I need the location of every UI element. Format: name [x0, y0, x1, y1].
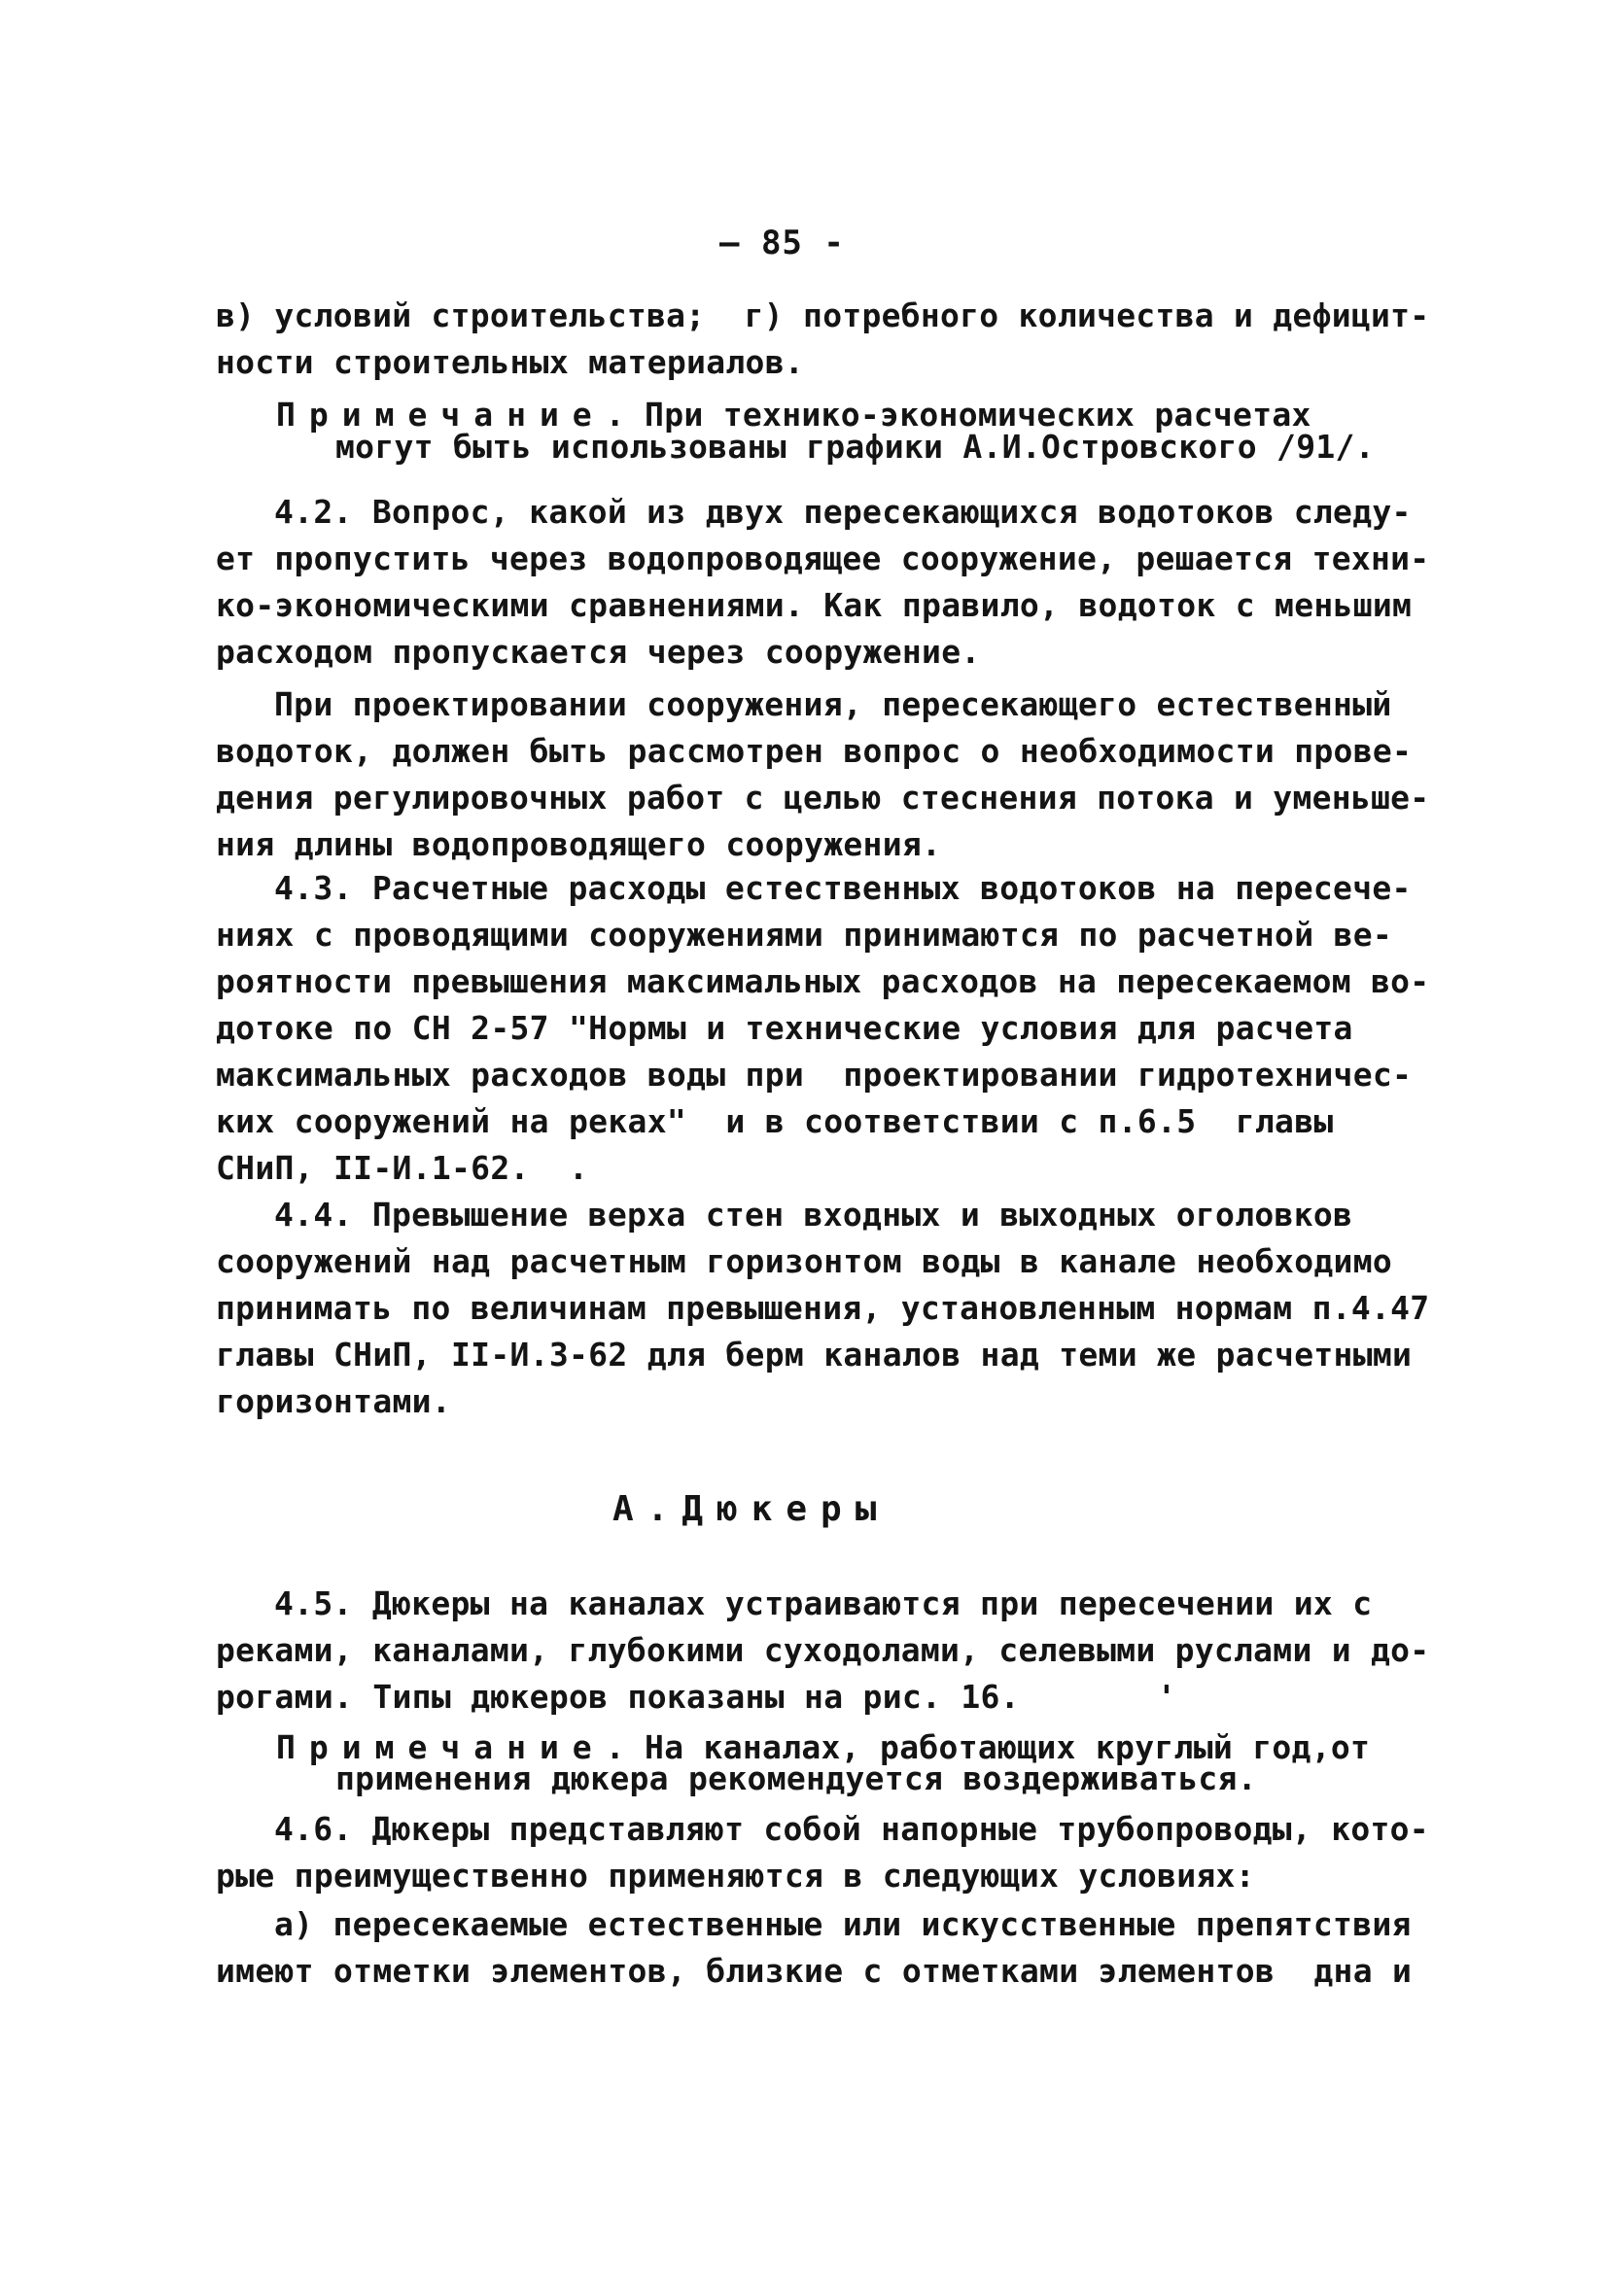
p4-3-line-6: ких сооружений на реках" и в соответствии с п.6.5 главы — [216, 1102, 1334, 1140]
p4-2-line-1: 4.2. Вопрос, какой из двух пересекающихся водотоков следу- — [274, 493, 1412, 531]
p4-6-line-1: 4.6. Дюкеры представляют собой напорные трубопроводы, кото- — [274, 1810, 1429, 1848]
p4-2b-line-3: дения регулировочных работ с целью стеснения потока и уменьше- — [216, 779, 1430, 817]
p4-2b-line-4: ния длины водопроводящего сооружения. — [216, 825, 942, 863]
p4-2-line-4: расходом пропускается через сооружение. — [216, 633, 981, 671]
intro-line-1: в) условий строительства; г) потребного количества и дефицит- — [216, 296, 1430, 334]
p4-2b-line-1: При проектировании сооружения, пересекающего естественный — [274, 685, 1392, 723]
p4-2-line-3: ко-экономическими сравнениями. Как правило, водоток с меньшим — [216, 586, 1413, 624]
intro-line-2: ности строительных материалов. — [216, 343, 805, 381]
note-1-label: Примечание — [276, 396, 606, 434]
p4-5-line-3: рогами. Типы дюкеров показаны на рис. 16. ' — [216, 1678, 1177, 1716]
note-2-line-2: применения дюкера рекомендуется воздерживаться. — [335, 1759, 1257, 1797]
p4-4-line-3: принимать по величинам превышения, установленным нормам п.4.47 — [216, 1289, 1430, 1327]
note-2-text-1: . На каналах, работающих круглый год,от — [605, 1728, 1371, 1766]
p4-2b-line-2: водоток, должен быть рассмотрен вопрос о необходимости прове- — [216, 732, 1413, 770]
p4-3-line-4: дотоке по СН 2-57 "Нормы и технические условия для расчета — [216, 1009, 1353, 1047]
p4-6a-line-1: а) пересекаемые естественные или искусственные препятствия — [274, 1905, 1412, 1943]
p4-5-line-1: 4.5. Дюкеры на каналах устраиваются при пересечении их с — [274, 1584, 1373, 1622]
note-1-line-2: могут быть использованы графики А.И.Островского /91/. — [335, 428, 1375, 466]
p4-3-line-1: 4.3. Расчетные расходы естественных водотоков на пересече- — [274, 869, 1412, 907]
p4-3-line-7: СНиП, II-И.1-62. . — [216, 1149, 589, 1187]
p4-3-line-3: роятности превышения максимальных расходов на пересекаемом во- — [216, 962, 1430, 1000]
note-1-text-1: . При технико-экономических расчетах — [605, 396, 1311, 434]
note-2-label: Примечание — [276, 1728, 606, 1766]
p4-3-line-2: ниях с проводящими сооружениями принимаются по расчетной ве- — [216, 916, 1393, 954]
p4-4-line-2: сооружений над расчетным горизонтом воды в канале необходимо — [216, 1242, 1393, 1280]
p4-2-line-2: ет пропустить через водопроводящее сооружение, решается техни- — [216, 539, 1430, 577]
p4-4-line-5: горизонтами. — [216, 1382, 452, 1420]
page-number: — 85 - — [719, 224, 845, 262]
p4-4-line-4: главы СНиП, II-И.3-62 для берм каналов над теми же расчетными — [216, 1336, 1413, 1374]
p4-4-line-1: 4.4. Превышение верха стен входных и выходных оголовков — [274, 1196, 1353, 1234]
section-heading: А.Дюкеры — [612, 1489, 891, 1529]
p4-5-line-2: реками, каналами, глубокими суходолами, селевыми руслами и до- — [216, 1631, 1430, 1669]
p4-3-line-5: максимальных расходов воды при проектировании гидротехничес- — [216, 1056, 1413, 1094]
p4-6-line-2: рые преимущественно применяются в следующих условиях: — [216, 1857, 1255, 1895]
p4-6a-line-2: имеют отметки элементов, близкие с отметками элементов дна и — [216, 1952, 1413, 1990]
